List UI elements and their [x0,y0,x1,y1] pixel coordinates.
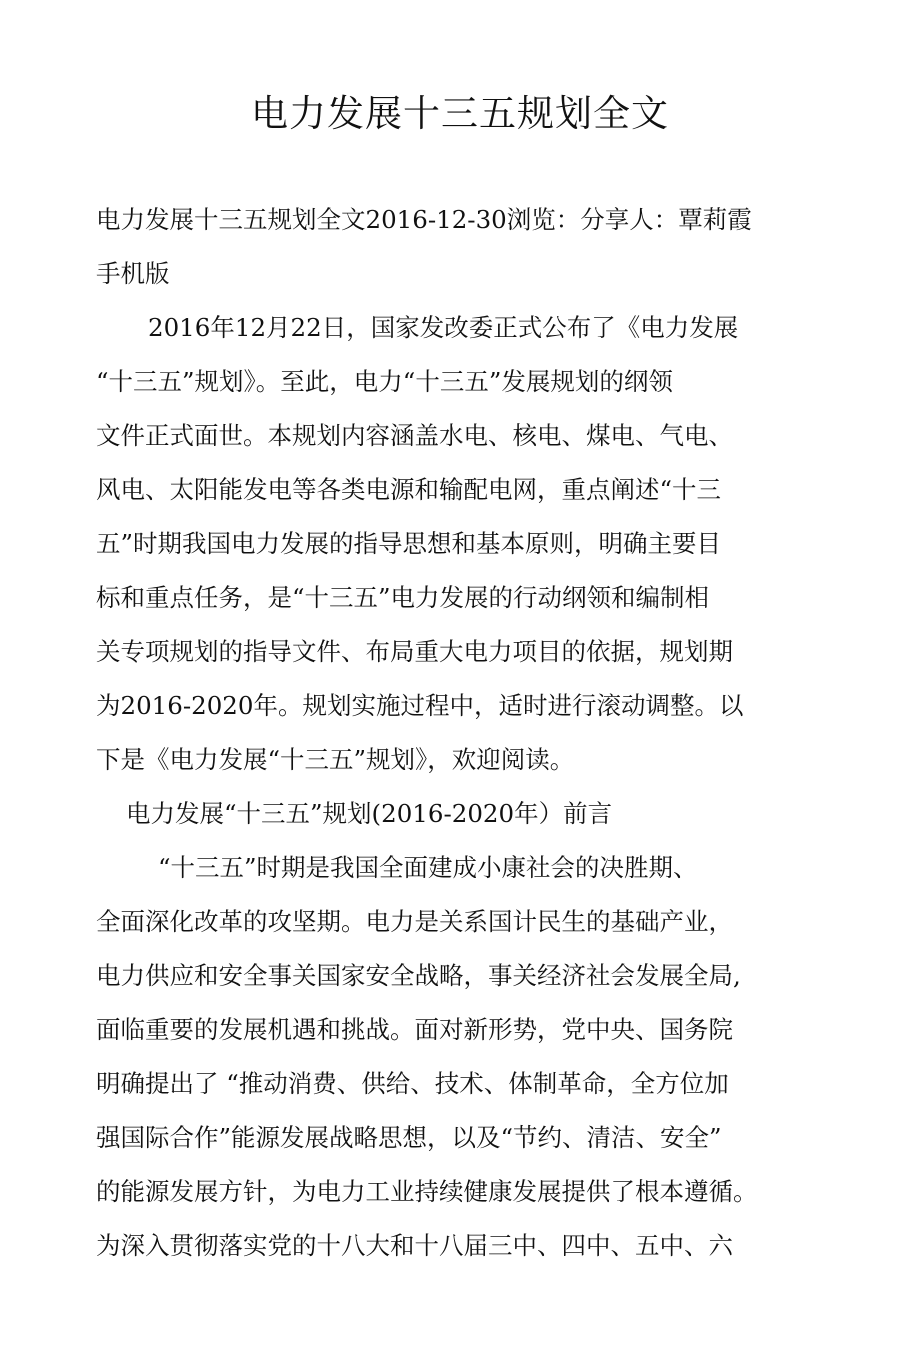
intro-line: 标和重点任务，是“十三五”电力发展的行动纲领和编制相 [96,583,710,612]
preface-line: 全面深化改革的攻坚期。电力是关系国计民生的基础产业， [96,907,733,936]
meta-line: 电力发展十三五规划全文2016-12-30浏览：分享人：覃莉霞 [96,205,752,234]
intro-line: 关专项规划的指导文件、布局重大电力项目的依据，规划期 [96,637,733,666]
intro-line: 为2016-2020年。规划实施过程中，适时进行滚动调整。以 [96,691,744,720]
preface-line: 的能源发展方针，为电力工业持续健康发展提供了根本遵循。 [96,1177,758,1206]
preface-line: 明确提出了 “推动消费、供给、技术、体制革命，全方位加 [96,1069,729,1098]
section-heading: 电力发展“十三五”规划(2016-2020年）前言 [126,799,613,828]
preface-line: “十三五”时期是我国全面建成小康社会的决胜期、 [158,853,698,882]
preface-line: 面临重要的发展机遇和挑战。面对新形势，党中央、国务院 [96,1015,733,1044]
intro-line: 风电、太阳能发电等各类电源和输配电网，重点阐述“十三 [96,475,722,504]
intro-line: 文件正式面世。本规划内容涵盖水电、核电、煤电、气电、 [96,421,733,450]
intro-line: 五”时期我国电力发展的指导思想和基本原则，明确主要目 [96,529,722,558]
intro-line: “十三五”规划》。至此，电力“十三五”发展规划的纲领 [96,367,673,396]
intro-line: 下是《电力发展“十三五”规划》，欢迎阅读。 [96,745,575,774]
preface-line: 强国际合作”能源发展战略思想，以及“节约、清洁、安全” [96,1123,722,1152]
page-title: 电力发展十三五规划全文 [251,92,669,135]
preface-line: 为深入贯彻落实党的十八大和十八届三中、四中、五中、六 [96,1231,733,1260]
intro-line: 2016年12月22日，国家发改委正式公布了《电力发展 [148,313,739,342]
mobile-version-link[interactable]: 手机版 [96,259,170,288]
preface-line: 电力供应和安全事关国家安全战略，事关经济社会发展全局, [96,961,741,990]
